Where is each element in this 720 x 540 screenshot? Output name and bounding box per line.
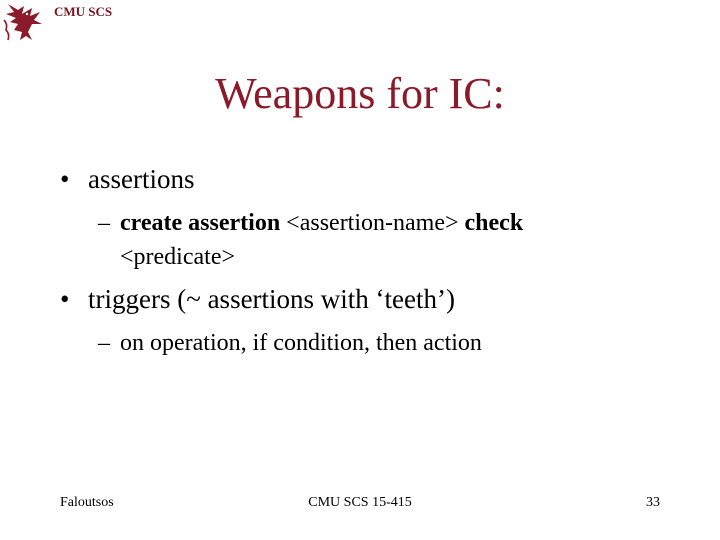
sub-bullet-text: on operation, if condition, then action [120, 330, 482, 356]
footer-course: CMU SCS 15-415 [308, 495, 412, 510]
dash-icon: – [98, 330, 110, 356]
slide-title: Weapons for IC: [215, 69, 505, 118]
predicate-placeholder: <predicate> [120, 244, 236, 270]
footer-page-number: 33 [646, 495, 660, 510]
keyword-check: check [464, 210, 524, 236]
bullet-dot-icon: • [60, 164, 70, 194]
dash-icon: – [98, 210, 110, 236]
bullet-item-triggers [60, 284, 455, 315]
bullet-text: assertions [88, 164, 195, 194]
cmu-dragon-logo-icon [2, 0, 46, 42]
assertion-name-placeholder: <assertion-name> [280, 210, 465, 236]
bullet-text: triggers (~ assertions with ‘teeth’) [88, 284, 456, 314]
sub-bullet-create-assertion [98, 206, 523, 274]
bullet-dot-icon: • [60, 284, 70, 314]
keyword-create-assertion: create assertion [120, 210, 281, 236]
bullet-item-assertions [60, 164, 194, 195]
header-label: CMU SCS [54, 4, 113, 19]
sub-bullet-trigger-definition [98, 326, 482, 360]
footer-author: Faloutsos [60, 495, 114, 510]
